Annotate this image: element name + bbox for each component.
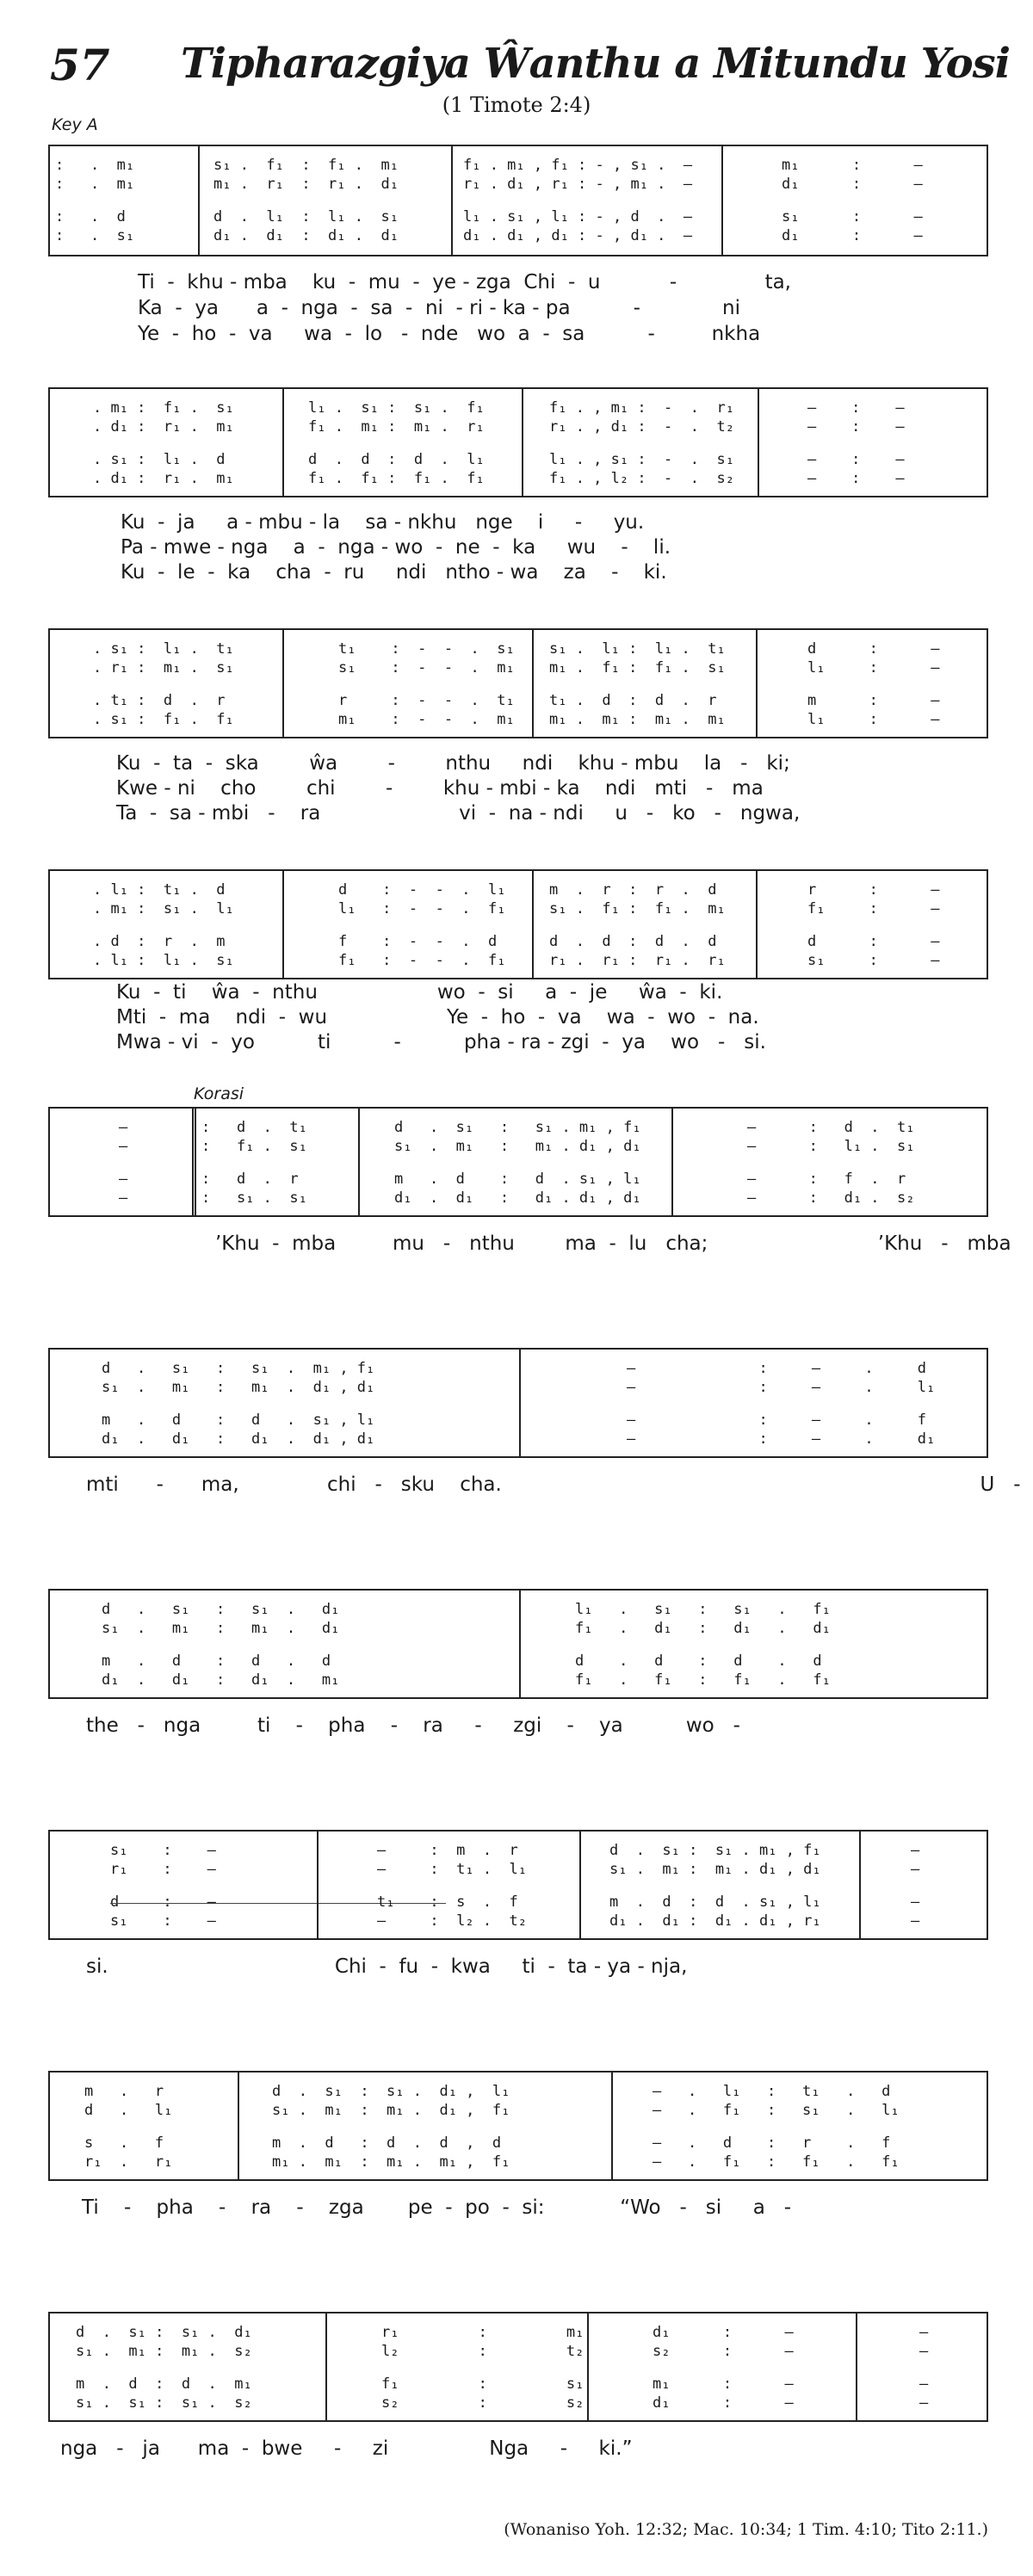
lyric-line: Ku - ta - ska ŵa - nthu ndi khu - mbu la - ki; <box>116 752 790 775</box>
music-system-1 <box>48 145 988 256</box>
hymn-title: Tipharazgiya Ŵanthu a Mitundu Yosi <box>181 40 1010 88</box>
notation-row: — : l₂ . t₂ <box>377 1912 527 1930</box>
notation-row: — : f . r <box>747 1171 906 1188</box>
notation-row: m . d : d . m₁ <box>76 2375 252 2393</box>
notation-row: m . d : d . s₁ , l₁ <box>394 1171 641 1188</box>
notation-row: — <box>119 1119 128 1136</box>
notation-row: l₁ : - - . f₁ <box>338 900 506 917</box>
bar-line <box>859 1832 861 1938</box>
notation-row: d₁ . d₁ : d₁ . d₁ , r₁ <box>609 1912 821 1930</box>
notation-row: l₂ : t₂ <box>381 2343 585 2360</box>
notation-row: f₁ . d₁ : d₁ . d₁ <box>575 1620 831 1637</box>
notation-row: d : — <box>110 1893 216 1911</box>
notation-row: m₁ . m₁ : m₁ . m₁ <box>549 711 726 728</box>
notation-row: f₁ . f₁ : f₁ . f₁ <box>575 1671 831 1689</box>
bar-line <box>532 630 534 737</box>
bar-line <box>282 871 284 978</box>
notation-row: m . r <box>84 2083 164 2100</box>
notation-row: l₁ . , s₁ : - . s₁ <box>549 451 734 468</box>
notation-row: : d . r <box>201 1171 299 1188</box>
notation-row: d₁ . d₁ : d₁ . d₁ , d₁ <box>102 1430 375 1448</box>
bar-line <box>579 1832 581 1938</box>
notation-row: — : – . f <box>627 1412 926 1429</box>
cross-references: (Wonaniso Yoh. 12:32; Mac. 10:34; 1 Tim. 4:10; Tito 2:11.) <box>504 2520 988 2539</box>
music-system-4 <box>48 869 988 979</box>
notation-row: f₁ : s₁ <box>381 2375 585 2393</box>
notation-row: d₁ : — <box>782 176 923 193</box>
notation-row: m . d : d . d <box>102 1652 331 1670</box>
notation-row: — : – . l₁ <box>627 1379 936 1396</box>
notation-row: — : d . t₁ <box>747 1119 915 1136</box>
notation-row: — <box>911 1912 920 1930</box>
bar-line <box>756 630 758 737</box>
notation-row: — <box>119 1138 128 1155</box>
notation-row: t₁ . d : d . r <box>549 692 717 709</box>
notation-row: f₁ . m₁ : m₁ . r₁ <box>308 418 485 436</box>
bar-line <box>358 1109 360 1215</box>
bar-line <box>532 871 534 978</box>
notation-row: . s₁ : l₁ . t₁ <box>93 640 234 658</box>
notation-row: — : – . d <box>627 1360 926 1377</box>
notation-row: : d . t₁ <box>201 1119 307 1136</box>
notation-row: m₁ : — <box>653 2375 794 2393</box>
music-system-5-chorus <box>48 1107 988 1217</box>
notation-row: — <box>919 2324 929 2341</box>
lyric-line: Ye - ho - va wa - lo - nde wo a - sa - nkha <box>138 323 761 345</box>
notation-row: d . s₁ : s₁ . m₁ , f₁ <box>609 1842 821 1859</box>
notation-row: d . s₁ : s₁ . m₁ , f₁ <box>394 1119 641 1136</box>
notation-row: m₁ : — <box>782 157 923 174</box>
lyric-line: ’Khu - mba mu - nthu ma - lu cha; ’Khu - mba <box>215 1232 1011 1255</box>
notation-row: d₁ . d₁ : d₁ . d₁ <box>213 227 399 244</box>
notation-row: d . l₁ : l₁ . s₁ <box>213 208 399 225</box>
notation-row: — : — <box>807 399 905 417</box>
notation-row: — <box>911 1861 920 1878</box>
notation-row: – . l₁ : t₁ . d <box>653 2083 891 2100</box>
music-system-7 <box>48 1589 988 1699</box>
notation-row: s₁ . m₁ : m₁ . d₁ , f₁ <box>272 2102 510 2119</box>
bar-line <box>238 2073 239 2179</box>
notation-row: s₁ : — <box>110 1842 216 1859</box>
lyric-line: Pa - mwe - nga a - nga - wo - ne - ka wu - li. <box>121 536 671 559</box>
notation-row: . s₁ : f₁ . f₁ <box>93 711 234 728</box>
music-system-9 <box>48 2071 988 2181</box>
bar-line <box>519 1350 521 1456</box>
notation-row: d . d : d . l₁ <box>308 451 485 468</box>
hymn-number: 57 <box>50 40 110 90</box>
key-signature: Key A <box>52 115 98 134</box>
notation-row: s₁ . s₁ : s₁ . s₂ <box>76 2394 252 2412</box>
notation-row: l₁ . s₁ : s₁ . f₁ <box>575 1601 831 1618</box>
notation-row: s₁ . f₁ : f₁ . m₁ <box>549 900 726 917</box>
notation-row: m . d : d . d , d <box>272 2134 502 2152</box>
notation-row: – . f₁ : s₁ . l₁ <box>653 2102 900 2119</box>
lyric-line: Kwe - ni cho chi - khu - mbi - ka ndi mti - ma <box>116 777 764 800</box>
notation-row: f₁ . m₁ , f₁ : - , s₁ . – <box>463 157 693 174</box>
notation-row: . m₁ : s₁ . l₁ <box>93 900 234 917</box>
notation-row: . s₁ : l₁ . d <box>93 451 226 468</box>
scripture-reference: (1 Timote 2:4) <box>442 93 591 117</box>
lyric-line: Mwa - vi - yo ti - pha - ra - zgi - ya wo - si. <box>116 1031 766 1053</box>
notation-row: d . s₁ : s₁ . d₁ <box>76 2324 252 2341</box>
notation-row: t₁ : - - . s₁ <box>338 640 515 658</box>
lyric-line: Ti - pha - ra - zga pe - po - si: “Wo - si a - <box>82 2196 792 2219</box>
notation-row: l₁ : — <box>807 711 940 728</box>
notation-row: f₁ : — <box>807 900 940 917</box>
lyric-line: the - nga ti - pha - ra - zgi - ya wo - <box>86 1714 740 1737</box>
notation-row: d : - - . l₁ <box>338 881 506 899</box>
notation-row: . r₁ : m₁ . s₁ <box>93 659 234 676</box>
bar-line <box>198 146 200 255</box>
notation-row: — : — <box>807 451 905 468</box>
notation-row: . t₁ : d . r <box>93 692 226 709</box>
notation-row: d₁ : — <box>653 2324 794 2341</box>
music-system-6 <box>48 1348 988 1458</box>
notation-row: s₁ . m₁ : m₁ . s₂ <box>76 2343 252 2360</box>
bar-line <box>282 389 284 496</box>
notation-row: r₁ : — <box>110 1861 216 1878</box>
notation-row: — : – . d₁ <box>627 1430 936 1448</box>
bar-line <box>856 2313 857 2420</box>
notation-row: r₁ . , d₁ : - . t₂ <box>549 418 734 436</box>
notation-row: d₁ . d₁ : d₁ . m₁ <box>102 1671 340 1689</box>
notation-row: s₂ : s₂ <box>381 2394 585 2412</box>
lyric-line: Ku - ja a - mbu - la sa - nkhu nge i - yu. <box>121 511 645 534</box>
lyric-line: si. Chi - fu - kwa ti - ta - ya - nja, <box>86 1955 688 1978</box>
notation-row: — <box>919 2375 929 2393</box>
notation-row: : . m₁ <box>55 176 135 193</box>
notation-row: s₁ . m₁ : m₁ . d₁ , d₁ <box>394 1138 641 1155</box>
notation-row: — : m . r <box>377 1842 518 1859</box>
bar-line <box>611 2073 613 2179</box>
bar-line <box>671 1109 673 1215</box>
bar-line <box>758 389 759 496</box>
music-system-2 <box>48 387 988 497</box>
notation-row: — <box>911 1842 920 1859</box>
notation-row: r₁ : m₁ <box>381 2324 585 2341</box>
notation-row: . d₁ : r₁ . m₁ <box>93 418 234 436</box>
notation-row: — <box>919 2394 929 2412</box>
notation-row: d . s₁ : s₁ . m₁ , f₁ <box>102 1360 375 1377</box>
bar-line <box>451 146 453 255</box>
notation-row: : . d <box>55 208 126 225</box>
notation-row: — <box>119 1171 128 1188</box>
notation-row: s₁ : - - . m₁ <box>338 659 515 676</box>
notation-row: . m₁ : f₁ . s₁ <box>93 399 234 417</box>
lyric-line: Ku - le - ka cha - ru ndi ntho - wa za - ki. <box>121 561 667 584</box>
notation-row: – . f₁ : f₁ . f₁ <box>653 2153 900 2171</box>
bar-line <box>522 389 523 496</box>
lyric-line: Mti - ma ndi - wu Ye - ho - va wa - wo - na. <box>116 1006 759 1029</box>
notation-row: m₁ . f₁ : f₁ . s₁ <box>549 659 726 676</box>
notation-row: . d₁ : r₁ . m₁ <box>93 470 234 487</box>
music-system-3 <box>48 628 988 738</box>
bar-line <box>721 146 723 255</box>
notation-row: m . d : d . s₁ , l₁ <box>102 1412 375 1429</box>
notation-row: s₁ : — <box>807 952 940 969</box>
notation-row: f : - - . d <box>338 933 498 950</box>
bar-line <box>325 2313 327 2420</box>
bar-line <box>317 1832 319 1938</box>
notation-row: r₁ . d₁ , r₁ : - , m₁ . – <box>463 176 693 193</box>
notation-row: : f₁ . s₁ <box>201 1138 307 1155</box>
notation-row: d₁ . d₁ : d₁ . d₁ , d₁ <box>394 1189 641 1207</box>
notation-row: s₁ : — <box>782 208 923 225</box>
music-system-8 <box>48 1830 988 1940</box>
notation-row: f₁ . , m₁ : - . r₁ <box>549 399 734 417</box>
notation-row: : . s₁ <box>55 227 135 244</box>
notation-row: d . d : d . d <box>575 1652 822 1670</box>
notation-row: s₁ . m₁ : m₁ . d₁ <box>102 1620 340 1637</box>
notation-row: — : d₁ . s₂ <box>747 1189 915 1207</box>
notation-row: s . f <box>84 2134 164 2152</box>
notation-row: – . d : r . f <box>653 2134 891 2152</box>
notation-row: — : l₁ . s₁ <box>747 1138 915 1155</box>
notation-row: m . r : r . d <box>549 881 717 899</box>
notation-row: t₁ : s . f <box>377 1893 518 1911</box>
lyric-line: mti - ma, chi - sku cha. U - <box>86 1473 1021 1496</box>
double-bar-line <box>192 1109 196 1215</box>
notation-row: s₁ . f₁ : f₁ . m₁ <box>213 157 399 174</box>
notation-row: — : — <box>807 470 905 487</box>
bar-line <box>587 2313 589 2420</box>
notation-row: l₁ : — <box>807 659 940 676</box>
lyric-line: Ti - khu - mba ku - mu - ye - zga Chi - u - ta, <box>138 271 791 293</box>
notation-row: l₁ . s₁ , l₁ : - , d . – <box>463 208 693 225</box>
bar-line <box>519 1591 521 1697</box>
notation-row: : s₁ . s₁ <box>201 1189 307 1207</box>
notation-row: m₁ . m₁ : m₁ . m₁ , f₁ <box>272 2153 510 2171</box>
notation-row: r₁ . r₁ <box>84 2153 173 2171</box>
bar-line <box>756 871 758 978</box>
notation-row: l₁ . s₁ : s₁ . f₁ <box>308 399 485 417</box>
lyric-line: nga - ja ma - bwe - zi Nga - ki.” <box>60 2437 633 2460</box>
notation-row: d . l₁ <box>84 2102 173 2119</box>
notation-row: . d : r . m <box>93 933 226 950</box>
lyric-line: Ta - sa - mbi - ra vi - na - ndi u - ko - ngwa, <box>116 802 801 825</box>
notation-row: . l₁ : l₁ . s₁ <box>93 952 234 969</box>
notation-row: r₁ . r₁ : r₁ . r₁ <box>549 952 726 969</box>
bar-line <box>282 630 284 737</box>
notation-row: d₁ . d₁ , d₁ : - , d₁ . – <box>463 227 693 244</box>
notation-row: s₂ : — <box>653 2343 794 2360</box>
lyric-line: Ka - ya a - nga - sa - ni - ri - ka - pa - ni <box>138 297 740 319</box>
chorus-label: Korasi <box>194 1084 244 1103</box>
notation-row: f₁ . , l₂ : - . s₂ <box>549 470 734 487</box>
notation-row: s₁ . m₁ : m₁ . d₁ , d₁ <box>609 1861 821 1878</box>
notation-row: — <box>911 1893 920 1911</box>
notation-row: d : — <box>807 933 940 950</box>
notation-row: — : t₁ . l₁ <box>377 1861 527 1878</box>
notation-row: — <box>919 2343 929 2360</box>
notation-row: m : — <box>807 692 940 709</box>
notation-row: d₁ : — <box>653 2394 794 2412</box>
notation-row: d . s₁ : s₁ . d₁ <box>102 1601 340 1618</box>
notation-row: s₁ . l₁ : l₁ . t₁ <box>549 640 726 658</box>
lyric-line: Ku - ti ŵa - nthu wo - si a - je ŵa - ki. <box>116 981 723 1004</box>
notation-row: m₁ . r₁ : r₁ . d₁ <box>213 176 399 193</box>
music-system-10 <box>48 2312 988 2422</box>
notation-row: s₁ : — <box>110 1912 216 1930</box>
notation-row: s₁ . m₁ : m₁ . d₁ , d₁ <box>102 1379 375 1396</box>
notation-row: r : — <box>807 881 940 899</box>
notation-row: — <box>119 1189 128 1207</box>
notation-row: r : - - . t₁ <box>338 692 515 709</box>
notation-row: d . d : d . d <box>549 933 717 950</box>
notation-row: d : — <box>807 640 940 658</box>
notation-row: d₁ : — <box>782 227 923 244</box>
notation-row: : . m₁ <box>55 157 135 174</box>
notation-row: f₁ . f₁ : f₁ . f₁ <box>308 470 485 487</box>
notation-row: f₁ : - - . f₁ <box>338 952 506 969</box>
notation-row: m . d : d . s₁ , l₁ <box>609 1893 821 1911</box>
notation-row: m₁ : - - . m₁ <box>338 711 515 728</box>
notation-row: — : — <box>807 418 905 436</box>
notation-row: d . s₁ : s₁ . d₁ , l₁ <box>272 2083 510 2100</box>
notation-row: . l₁ : t₁ . d <box>93 881 226 899</box>
